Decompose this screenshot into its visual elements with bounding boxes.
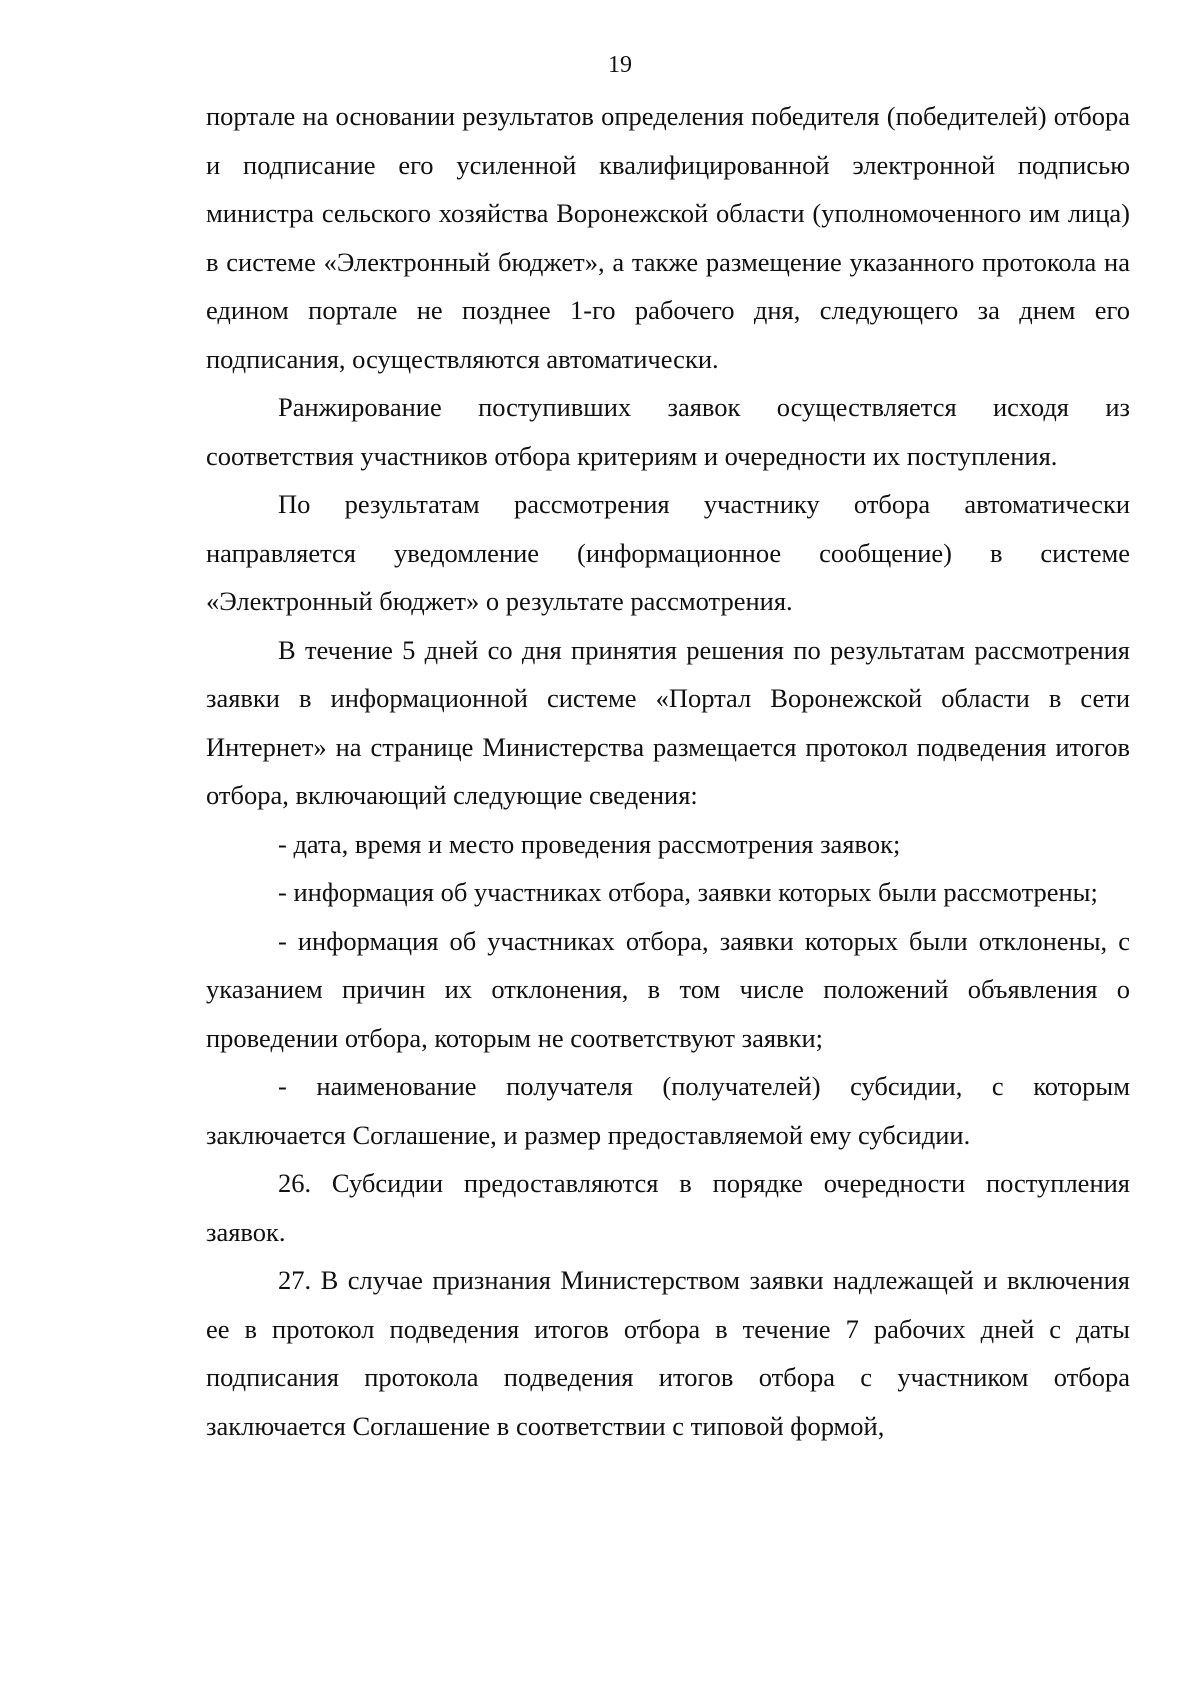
document-body <box>206 92 1130 1450</box>
list-item-reviewed-applicants: - информация об участниках отбора, заявки которых были рассмотрены; <box>278 877 1098 907</box>
list-item-date-time-place: - дата, время и место проведения рассмотрения заявок; <box>278 828 901 859</box>
paragraph-ranking: Ранжирование поступивших заявок осуществляется исходя из соответствия участников отбора критериям и очередности их поступления. <box>206 392 1130 471</box>
paragraph-clause-27: 27. В случае признания Министерством заявки надлежащей и включения ее в протокол подведения итогов отбора в течение 7 рабочих дней с даты подписания протокола подведения итогов отбора с участником отбора заключается Соглашение в соответствии с типовой формой, <box>206 1265 1130 1441</box>
paragraph-protocol-continuation: портале на основании результатов определения победителя (победителей) отбора и подписание его усиленной квалифицированной электронной подписью министра сельского хозяйства Воронежской области (уполномоченного им лица) в системе «Электронный бюджет», а также размещение указанного протокола на едином портале не позднее 1-го рабочего дня, следующего за днем его подписания, осуществляются автоматически. <box>206 101 1130 374</box>
paragraph-protocol-publication: В течение 5 дней со дня принятия решения по результатам рассмотрения заявки в информационной системе «Портал Воронежской области в сети Интернет» на странице Министерства размещается протокол подведения итогов отбора, включающий следующие сведения: <box>206 634 1130 810</box>
page-number: 19 <box>608 52 632 78</box>
list-item-rejected-applicants: - информация об участниках отбора, заявки которых были отклонены, с указанием причин их отклонения, в том числе положений объявления о проведении отбора, которым не соответствуют заявки; <box>206 925 1130 1053</box>
list-item-recipient-name: - наименование получателя (получателей) субсидии, с которым заключается Соглашение, и размер предоставляемой ему субсидии. <box>206 1071 1130 1150</box>
paragraph-clause-26: 26. Субсидии предоставляются в порядке очередности поступления заявок. <box>206 1168 1130 1247</box>
paragraph-notification: По результатам рассмотрения участнику отбора автоматически направляется уведомление (информационное сообщение) в системе «Электронный бюджет» о результате рассмотрения. <box>206 489 1130 616</box>
